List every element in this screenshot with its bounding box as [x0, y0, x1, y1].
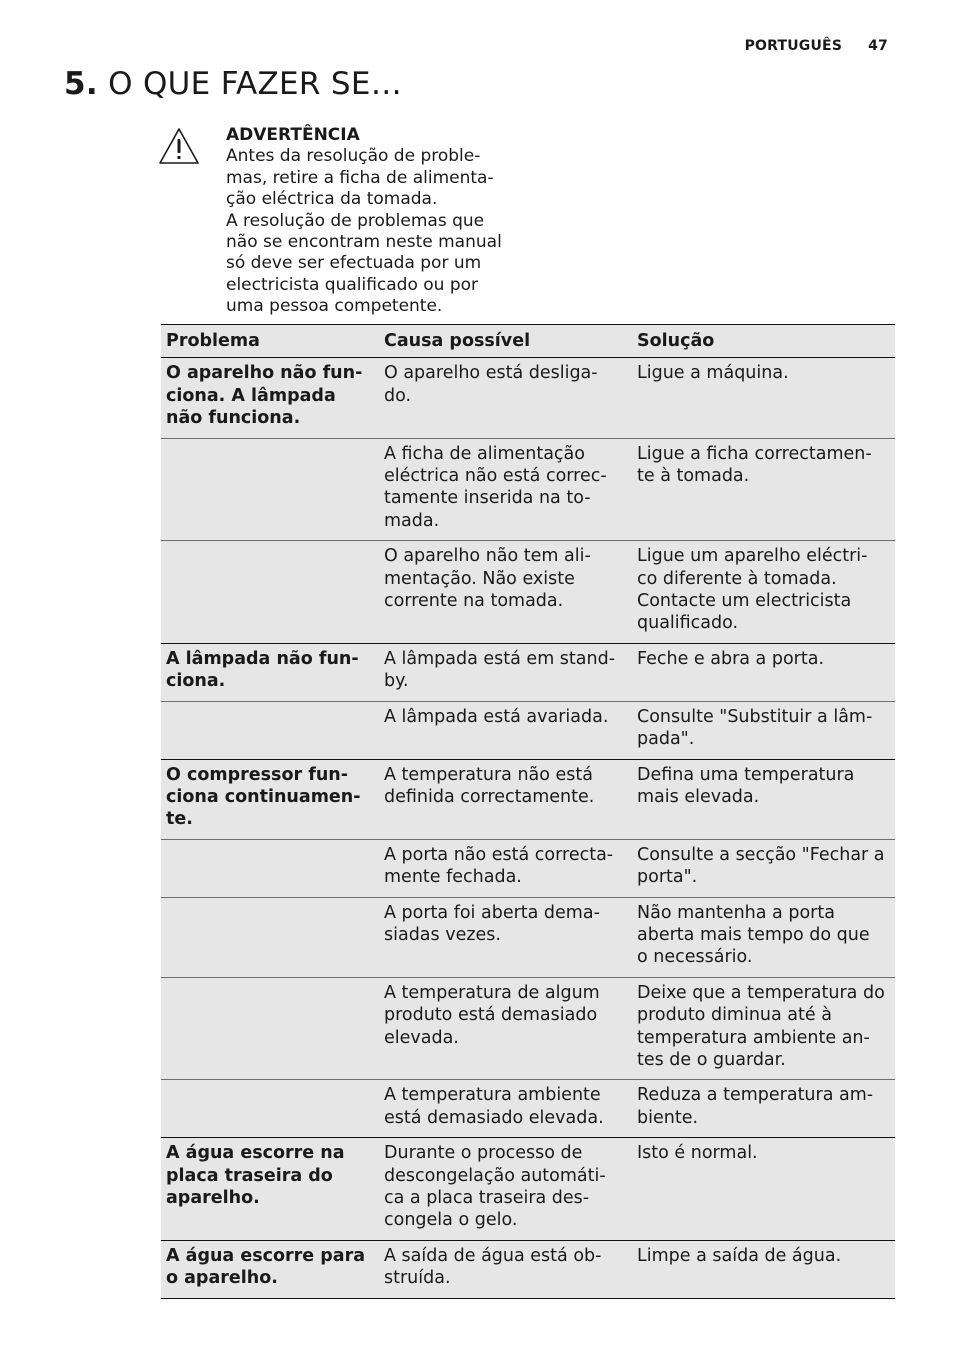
- header-problem: Problema: [166, 331, 260, 351]
- table-row: [161, 977, 895, 1080]
- section-number: 5.: [64, 66, 98, 102]
- section-title: [64, 66, 402, 102]
- header-language: PORTUGUÊS: [744, 38, 843, 54]
- troubleshooting-table: [161, 324, 895, 1299]
- cell-cause: Durante o processo de descongelação automáti-ca a placa traseira des-congela o gelo.: [384, 1143, 606, 1231]
- warning-triangle-icon: [158, 127, 200, 165]
- warning-paragraph-2: A resolução de problemas que não se encontram neste manual só deve ser efectuada por um electricista qualificado ou por uma pessoa competente.: [226, 210, 502, 317]
- cell-cause: A temperatura de algum produto está demasiado elevada.: [384, 982, 600, 1048]
- cell-solution: Não mantenha a porta aberta mais tempo do que o necessário.: [637, 902, 870, 968]
- cell-solution: Reduza a temperatura am-biente.: [637, 1085, 874, 1128]
- cell-cause: A saída de água está ob-struída.: [384, 1245, 602, 1289]
- cell-problem: A água escorre para o aparelho.: [166, 1245, 366, 1289]
- cell-problem: [161, 701, 379, 759]
- cell-problem: [161, 1080, 379, 1138]
- cell-problem: A lâmpada não fun-ciona.: [166, 648, 359, 692]
- cell-cause: A lâmpada está em stand-by.: [384, 648, 616, 692]
- cell-cause: O aparelho não tem ali-mentação. Não existe corrente na tomada.: [384, 546, 591, 612]
- header-cause: Causa possível: [384, 331, 531, 351]
- warning-box: [226, 125, 516, 318]
- table-header-row: [161, 325, 895, 358]
- cell-cause: A porta não está correcta-mente fechada.: [384, 844, 614, 888]
- warning-heading: ADVERTÊNCIA: [226, 125, 360, 145]
- cell-problem: O aparelho não fun-ciona. A lâmpada não funciona.: [166, 363, 363, 429]
- section-title-text: O QUE FAZER SE…: [108, 66, 403, 102]
- cell-solution: Consulte "Substituir a lâm-pada".: [637, 706, 873, 750]
- cell-problem: [161, 541, 379, 644]
- cell-problem: A água escorre na placa traseira do aparelho.: [166, 1143, 345, 1208]
- table-row: [161, 438, 895, 541]
- cell-problem: [161, 977, 379, 1080]
- cell-problem: [161, 438, 379, 541]
- cell-cause: A porta foi aberta dema-siadas vezes.: [384, 902, 600, 945]
- header-solution: Solução: [637, 331, 715, 351]
- cell-solution: Ligue um aparelho eléctri-co diferente à tomada. Contacte um electricista qualificado.: [637, 546, 868, 634]
- cell-solution: Defina uma temperatura mais elevada.: [637, 764, 855, 807]
- cell-cause: A temperatura não está definida correctamente.: [384, 764, 595, 807]
- cell-solution: Ligue a ficha correctamen-te à tomada.: [637, 443, 872, 487]
- table-row: [161, 1138, 895, 1241]
- cell-cause: A lâmpada está avariada.: [384, 706, 609, 727]
- cell-problem: [161, 839, 379, 897]
- cell-cause: A ficha de alimentação eléctrica não está correc-tamente inserida na to-mada.: [384, 443, 607, 531]
- cell-problem: O compressor fun-ciona continuamen-te.: [166, 764, 361, 830]
- table-row: [161, 643, 895, 701]
- table-row: [161, 701, 895, 759]
- table-row: [161, 1240, 895, 1298]
- table-row: [161, 541, 895, 644]
- table-row: [161, 759, 895, 839]
- cell-problem: [161, 897, 379, 977]
- cell-solution: Isto é normal.: [637, 1143, 758, 1164]
- cell-solution: Limpe a saída de água.: [637, 1245, 842, 1266]
- table-row: [161, 897, 895, 977]
- cell-solution: Consulte a secção "Fechar a porta".: [637, 844, 885, 888]
- table-row: [161, 839, 895, 897]
- page-number: 47: [868, 38, 888, 54]
- page-header: [745, 38, 888, 54]
- cell-solution: Feche e abra a porta.: [637, 648, 825, 669]
- cell-cause: O aparelho está desliga-do.: [384, 363, 598, 406]
- cell-cause: A temperatura ambiente está demasiado elevada.: [384, 1085, 604, 1128]
- cell-solution: Ligue a máquina.: [637, 363, 789, 384]
- table-row: [161, 1080, 895, 1138]
- table-row: [161, 358, 895, 438]
- cell-solution: Deixe que a temperatura do produto diminua até à temperatura ambiente an-tes de o guardar.: [637, 982, 885, 1070]
- warning-paragraph-1: Antes da resolução de proble-mas, retire a ficha de alimenta-ção eléctrica da tomada.: [226, 146, 494, 210]
